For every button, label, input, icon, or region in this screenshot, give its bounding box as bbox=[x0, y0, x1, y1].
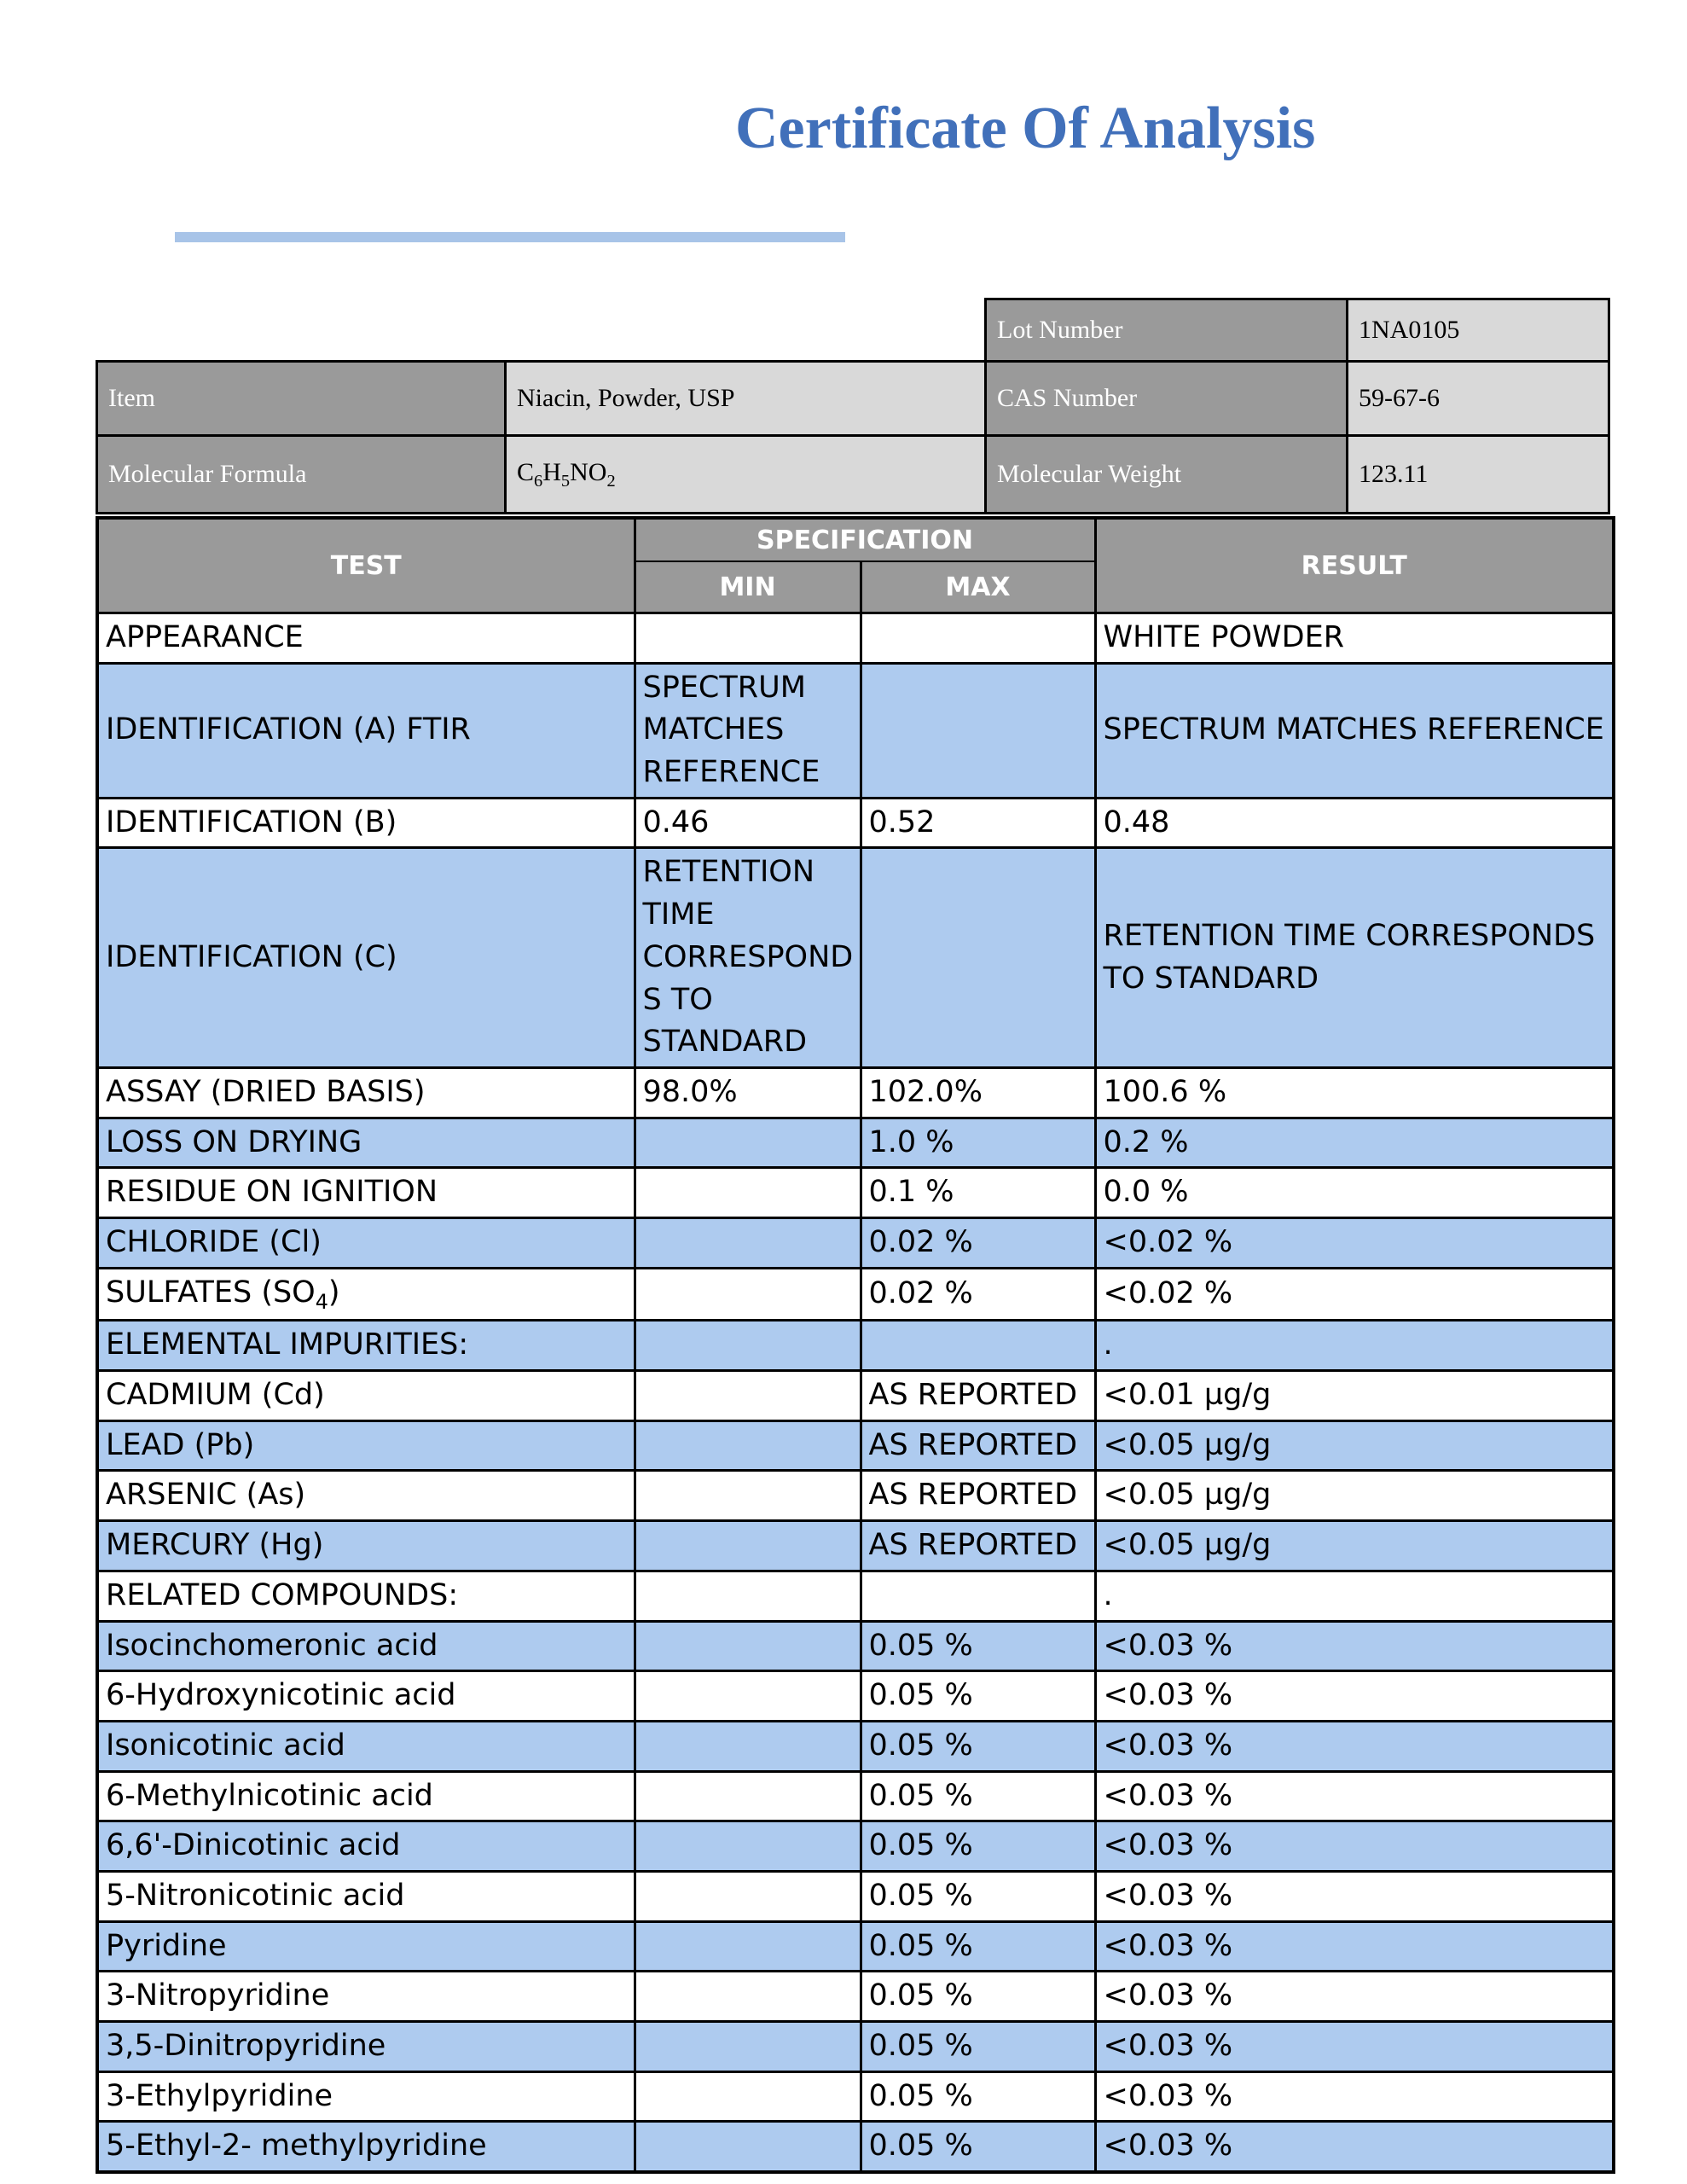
min-cell: SPECTRUM MATCHES REFERENCE bbox=[635, 663, 861, 798]
min-cell bbox=[635, 1268, 861, 1321]
min-cell: RETENTION TIME CORRESPONDS TO STANDARD bbox=[635, 848, 861, 1067]
min-cell bbox=[635, 1771, 861, 1821]
test-cell: IDENTIFICATION (B) bbox=[97, 798, 635, 848]
test-cell: LEAD (Pb) bbox=[97, 1420, 635, 1471]
result-cell: 0.2 % bbox=[1095, 1118, 1614, 1168]
header-row-top bbox=[97, 518, 1614, 561]
min-cell: 0.46 bbox=[635, 798, 861, 848]
table-row bbox=[97, 1371, 1614, 1421]
results-table bbox=[96, 516, 1615, 2174]
table-row bbox=[97, 1168, 1614, 1218]
max-cell: 102.0% bbox=[861, 1067, 1095, 1118]
min-cell bbox=[635, 1420, 861, 1471]
max-cell: 0.02 % bbox=[861, 1217, 1095, 1268]
result-cell: 0.48 bbox=[1095, 798, 1614, 848]
test-cell: 5-Ethyl-2- methylpyridine bbox=[97, 2122, 635, 2172]
test-cell: LOSS ON DRYING bbox=[97, 1118, 635, 1168]
max-cell: 0.05 % bbox=[861, 1921, 1095, 1972]
result-cell: <0.03 % bbox=[1095, 1972, 1614, 2022]
table-row bbox=[97, 1721, 1614, 1771]
test-cell: RESIDUE ON IGNITION bbox=[97, 1168, 635, 1218]
min-cell bbox=[635, 2122, 861, 2172]
info-row-item-cas bbox=[97, 362, 1609, 436]
max-cell: AS REPORTED bbox=[861, 1420, 1095, 1471]
table-row bbox=[97, 1771, 1614, 1821]
max-cell: 0.05 % bbox=[861, 1821, 1095, 1872]
table-row bbox=[97, 1571, 1614, 1621]
result-cell: <0.03 % bbox=[1095, 1871, 1614, 1921]
result-cell: <0.03 % bbox=[1095, 1821, 1614, 1872]
table-row bbox=[97, 1321, 1614, 1371]
test-cell: CADMIUM (Cd) bbox=[97, 1371, 635, 1421]
test-cell: 3,5-Dinitropyridine bbox=[97, 2022, 635, 2072]
max-cell: AS REPORTED bbox=[861, 1521, 1095, 1571]
min-cell bbox=[635, 1217, 861, 1268]
table-row bbox=[97, 2022, 1614, 2072]
results-table-body bbox=[97, 613, 1614, 2173]
max-cell bbox=[861, 663, 1095, 798]
cas-number-label: CAS Number bbox=[986, 362, 1348, 436]
test-cell: Pyridine bbox=[97, 1921, 635, 1972]
table-row bbox=[97, 1972, 1614, 2022]
min-cell bbox=[635, 1521, 861, 1571]
max-cell: 0.05 % bbox=[861, 2071, 1095, 2122]
test-cell: ELEMENTAL IMPURITIES: bbox=[97, 1321, 635, 1371]
test-cell: 5-Nitronicotinic acid bbox=[97, 1871, 635, 1921]
table-row bbox=[97, 2071, 1614, 2122]
test-cell: IDENTIFICATION (C) bbox=[97, 848, 635, 1067]
result-cell: WHITE POWDER bbox=[1095, 613, 1614, 664]
page-title: Certificate Of Analysis bbox=[735, 96, 1316, 161]
result-cell: <0.05 µg/g bbox=[1095, 1420, 1614, 1471]
table-row bbox=[97, 1067, 1614, 1118]
table-row bbox=[97, 1268, 1614, 1321]
max-cell bbox=[861, 1571, 1095, 1621]
table-row bbox=[97, 1821, 1614, 1872]
col-header-specification: SPECIFICATION bbox=[635, 518, 1095, 561]
result-cell: <0.03 % bbox=[1095, 1771, 1614, 1821]
min-cell bbox=[635, 2022, 861, 2072]
result-cell: <0.03 % bbox=[1095, 2022, 1614, 2072]
table-row bbox=[97, 1471, 1614, 1521]
results-table-header bbox=[97, 518, 1614, 613]
col-header-test: TEST bbox=[97, 518, 635, 613]
result-cell: <0.01 µg/g bbox=[1095, 1371, 1614, 1421]
table-row bbox=[97, 613, 1614, 664]
result-cell: <0.03 % bbox=[1095, 1721, 1614, 1771]
result-cell: <0.02 % bbox=[1095, 1217, 1614, 1268]
min-cell bbox=[635, 1621, 861, 1671]
table-row bbox=[97, 1217, 1614, 1268]
result-cell: . bbox=[1095, 1321, 1614, 1371]
min-cell bbox=[635, 2071, 861, 2122]
max-cell bbox=[861, 848, 1095, 1067]
min-cell bbox=[635, 1721, 861, 1771]
result-cell: <0.05 µg/g bbox=[1095, 1471, 1614, 1521]
info-row-formula-weight bbox=[97, 436, 1609, 514]
min-cell bbox=[635, 1118, 861, 1168]
max-cell: 0.05 % bbox=[861, 2122, 1095, 2172]
table-row bbox=[97, 798, 1614, 848]
min-cell bbox=[635, 1321, 861, 1371]
table-row bbox=[97, 1420, 1614, 1471]
min-cell bbox=[635, 613, 861, 664]
test-cell: APPEARANCE bbox=[97, 613, 635, 664]
result-cell: SPECTRUM MATCHES REFERENCE bbox=[1095, 663, 1614, 798]
test-cell: RELATED COMPOUNDS: bbox=[97, 1571, 635, 1621]
min-cell bbox=[635, 1821, 861, 1872]
table-row bbox=[97, 1521, 1614, 1571]
info-row-lot bbox=[97, 299, 1609, 362]
lot-number-value: 1NA0105 bbox=[1348, 299, 1609, 362]
result-cell: 0.0 % bbox=[1095, 1168, 1614, 1218]
min-cell bbox=[635, 1921, 861, 1972]
result-cell: <0.02 % bbox=[1095, 1268, 1614, 1321]
table-row bbox=[97, 1871, 1614, 1921]
table-row bbox=[97, 1921, 1614, 1972]
max-cell: 0.05 % bbox=[861, 1871, 1095, 1921]
empty-cell bbox=[97, 299, 986, 362]
test-cell: 6,6'-Dinicotinic acid bbox=[97, 1821, 635, 1872]
item-label: Item bbox=[97, 362, 506, 436]
table-row bbox=[97, 1118, 1614, 1168]
result-cell: <0.03 % bbox=[1095, 2071, 1614, 2122]
table-row bbox=[97, 2122, 1614, 2172]
table-row bbox=[97, 1621, 1614, 1671]
result-cell: <0.03 % bbox=[1095, 1921, 1614, 1972]
lot-number-label: Lot Number bbox=[986, 299, 1348, 362]
max-cell: 0.05 % bbox=[861, 1621, 1095, 1671]
max-cell: 1.0 % bbox=[861, 1118, 1095, 1168]
result-cell: <0.03 % bbox=[1095, 1671, 1614, 1722]
result-cell: . bbox=[1095, 1571, 1614, 1621]
max-cell: 0.05 % bbox=[861, 1721, 1095, 1771]
max-cell bbox=[861, 613, 1095, 664]
result-cell: RETENTION TIME CORRESPONDS TO STANDARD bbox=[1095, 848, 1614, 1067]
min-cell bbox=[635, 1471, 861, 1521]
max-cell: 0.02 % bbox=[861, 1268, 1095, 1321]
test-cell: Isonicotinic acid bbox=[97, 1721, 635, 1771]
max-cell: 0.1 % bbox=[861, 1168, 1095, 1218]
test-cell: CHLORIDE (Cl) bbox=[97, 1217, 635, 1268]
min-cell bbox=[635, 1571, 861, 1621]
item-value: Niacin, Powder, USP bbox=[506, 362, 986, 436]
col-header-min: MIN bbox=[635, 561, 861, 613]
col-header-result: RESULT bbox=[1095, 518, 1614, 613]
col-header-max: MAX bbox=[861, 561, 1095, 613]
min-cell bbox=[635, 1168, 861, 1218]
test-cell: 6-Methylnicotinic acid bbox=[97, 1771, 635, 1821]
max-cell: AS REPORTED bbox=[861, 1371, 1095, 1421]
max-cell bbox=[861, 1321, 1095, 1371]
table-row bbox=[97, 1671, 1614, 1722]
min-cell bbox=[635, 1972, 861, 2022]
max-cell: 0.05 % bbox=[861, 2022, 1095, 2072]
test-cell: IDENTIFICATION (A) FTIR bbox=[97, 663, 635, 798]
test-cell: 3-Nitropyridine bbox=[97, 1972, 635, 2022]
test-cell: ASSAY (DRIED BASIS) bbox=[97, 1067, 635, 1118]
table-row bbox=[97, 848, 1614, 1067]
max-cell: AS REPORTED bbox=[861, 1471, 1095, 1521]
cas-number-value: 59-67-6 bbox=[1348, 362, 1609, 436]
result-cell: <0.03 % bbox=[1095, 1621, 1614, 1671]
min-cell: 98.0% bbox=[635, 1067, 861, 1118]
product-info-table bbox=[96, 298, 1610, 514]
test-cell: Isocinchomeronic acid bbox=[97, 1621, 635, 1671]
test-cell: 6-Hydroxynicotinic acid bbox=[97, 1671, 635, 1722]
result-cell: <0.05 µg/g bbox=[1095, 1521, 1614, 1571]
test-cell: 3-Ethylpyridine bbox=[97, 2071, 635, 2122]
molecular-formula-value: $C_6H_5NO_2$ bbox=[506, 436, 986, 514]
max-cell: 0.05 % bbox=[861, 1671, 1095, 1722]
molecular-weight-value: 123.11 bbox=[1348, 436, 1609, 514]
title-underline bbox=[175, 232, 845, 242]
test-cell: MERCURY (Hg) bbox=[97, 1521, 635, 1571]
result-cell: <0.03 % bbox=[1095, 2122, 1614, 2172]
min-cell bbox=[635, 1871, 861, 1921]
min-cell bbox=[635, 1671, 861, 1722]
max-cell: 0.52 bbox=[861, 798, 1095, 848]
min-cell bbox=[635, 1371, 861, 1421]
max-cell: 0.05 % bbox=[861, 1771, 1095, 1821]
result-cell: 100.6 % bbox=[1095, 1067, 1614, 1118]
test-cell: ARSENIC (As) bbox=[97, 1471, 635, 1521]
molecular-formula-label: Molecular Formula bbox=[97, 436, 506, 514]
test-cell: SULFATES $(SO_4)$ bbox=[97, 1268, 635, 1321]
table-row bbox=[97, 663, 1614, 798]
max-cell: 0.05 % bbox=[861, 1972, 1095, 2022]
molecular-weight-label: Molecular Weight bbox=[986, 436, 1348, 514]
